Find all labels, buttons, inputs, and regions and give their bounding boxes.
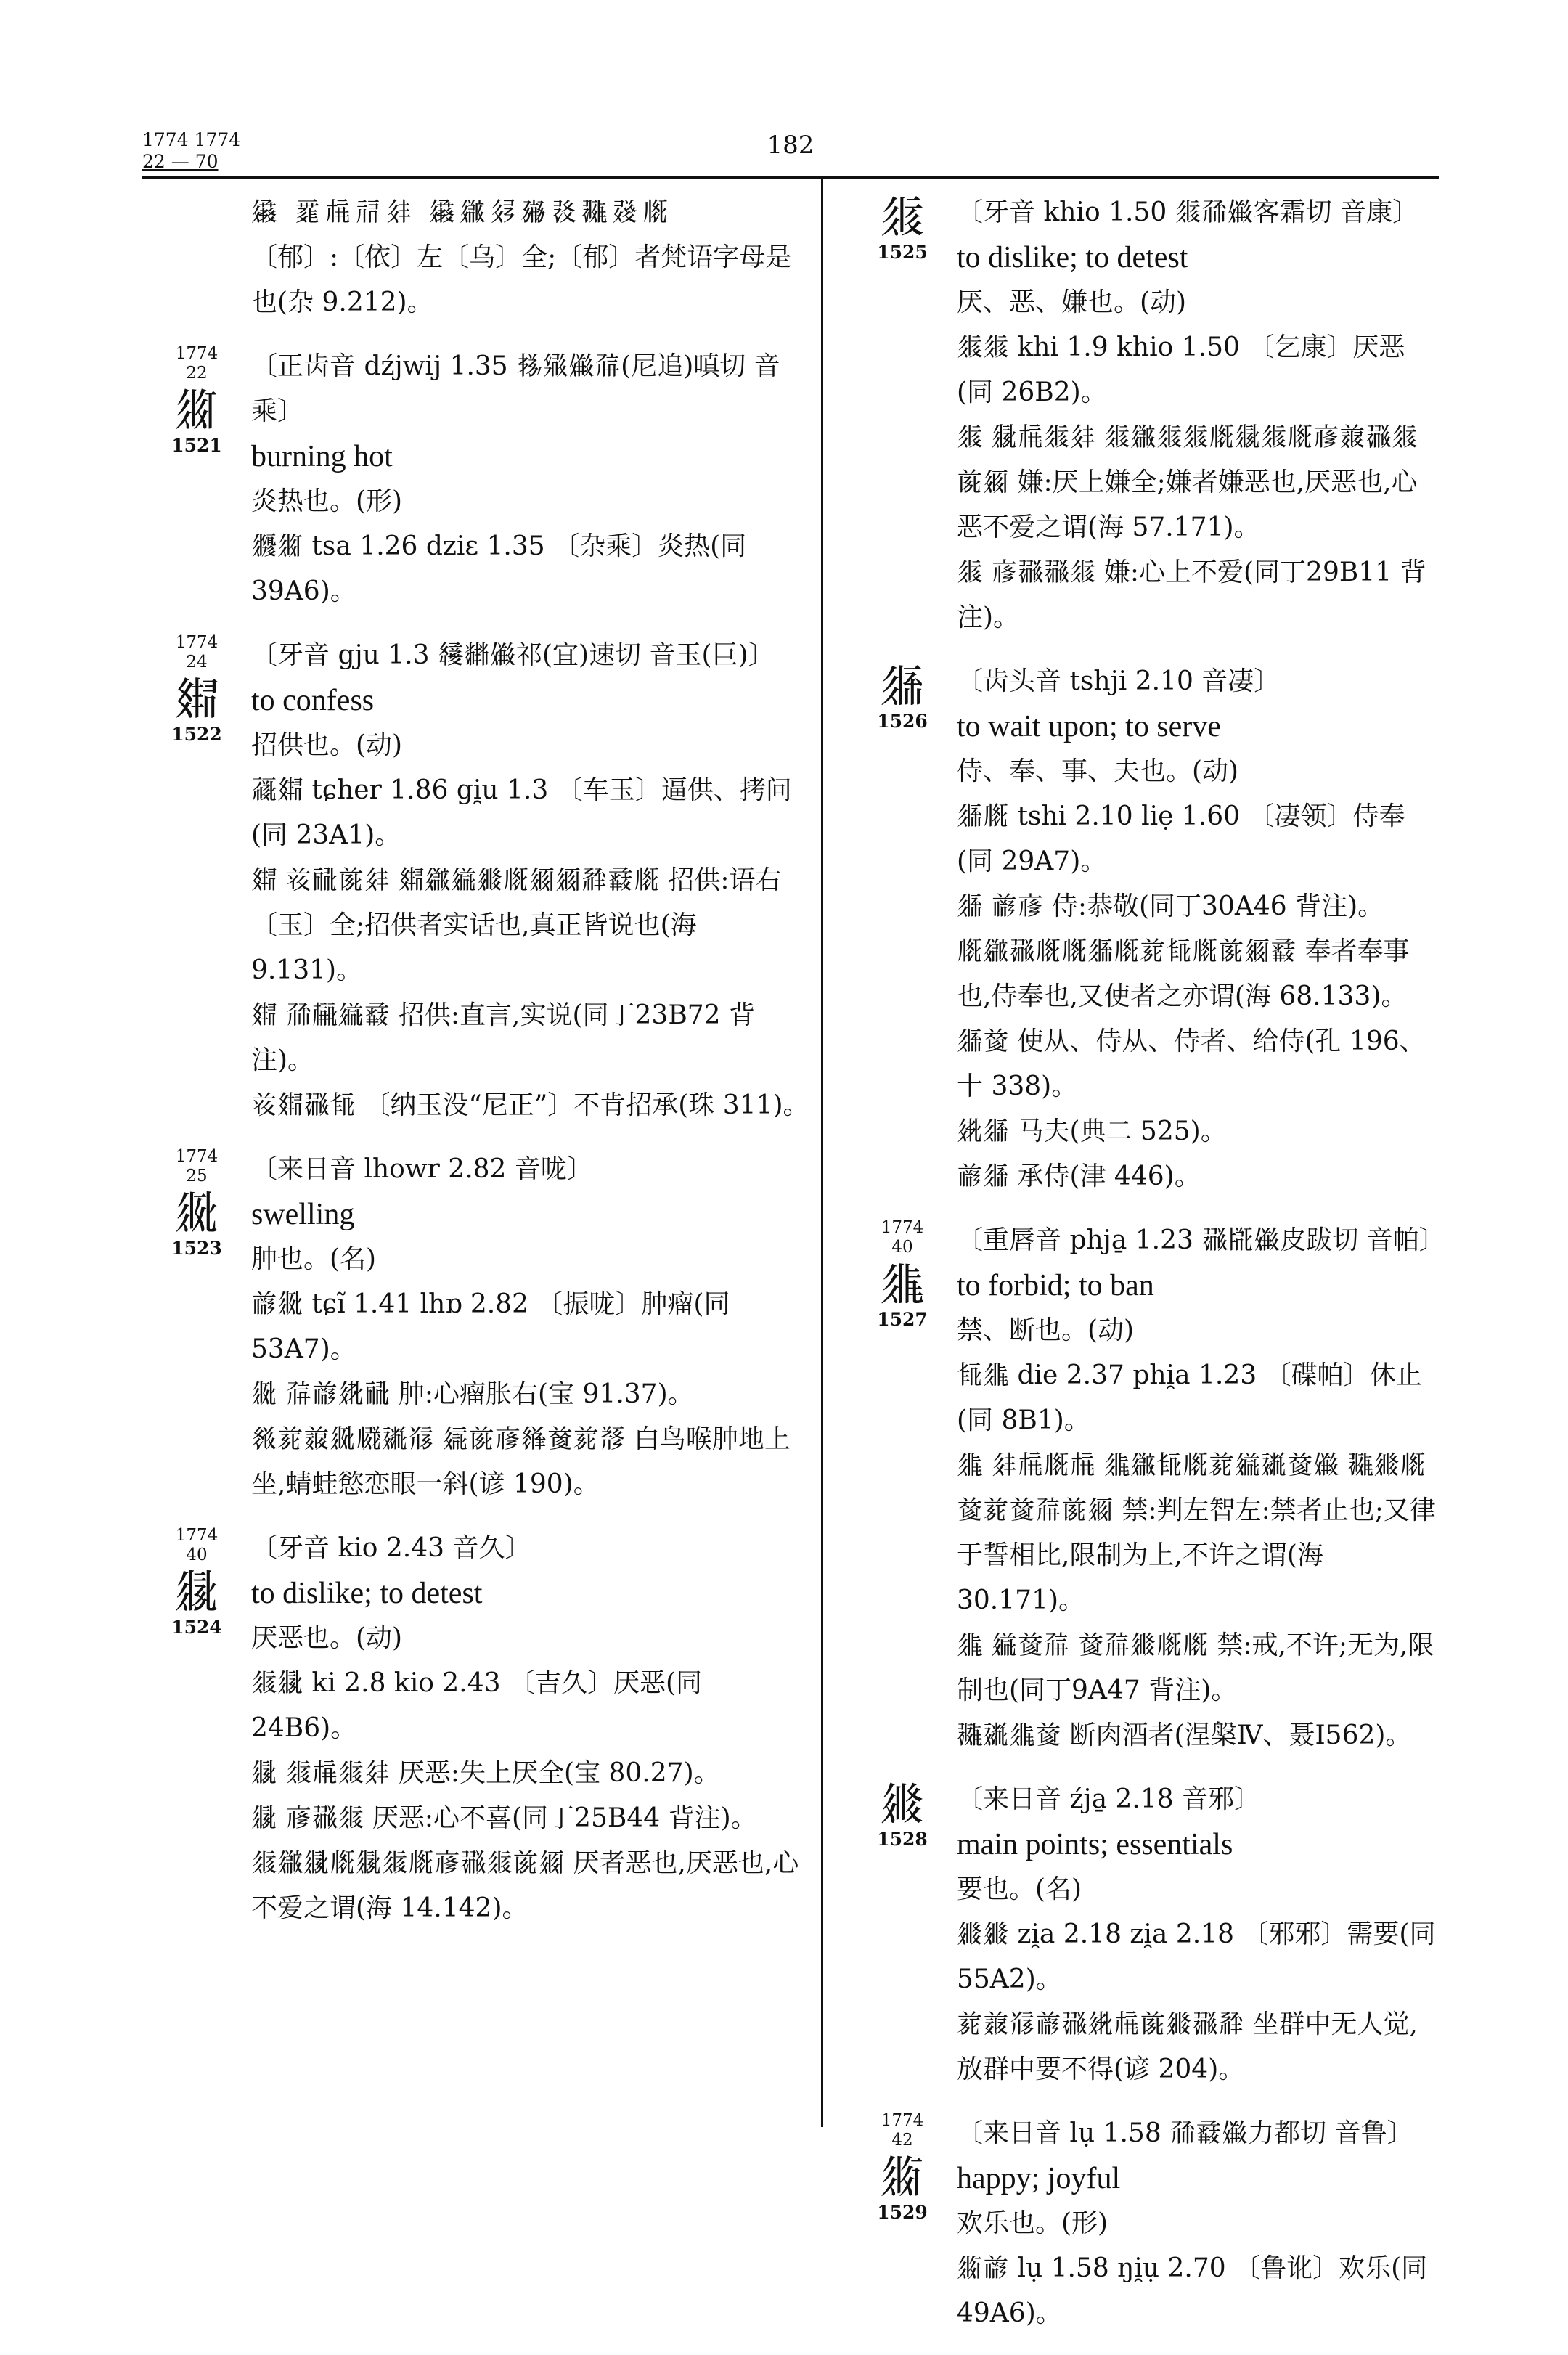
example-line: 𗅋𗫡𗖻𗅋𗅋𗼓𗅋𗐱𗺉𗅋𗐯𗥃𗈛 奉者奉事也,侍奉也,又使者之亦谓(海 68.133)。 [957, 936, 1410, 1011]
headword-glyph: 𗦫 [879, 1777, 925, 1830]
example-line: 𗐱𗓑𗭼𗑗𗖻𗣈𗍫𗐯𗦫𗖻𗴂 坐群中无人觉,放群中要不得(谚 204)。 [957, 2009, 1418, 2084]
column-divider [821, 179, 823, 2127]
entry-ref: 1774 [881, 1218, 924, 1237]
example-line: 𗼖𗑗 lụ 1.58 ŋi̯ụ 2.70 〔鲁讹〕欢乐(同 49A6)。 [957, 2253, 1428, 2328]
page-number: 182 [767, 131, 814, 160]
entry-number: 1528 [877, 1829, 928, 1850]
example-line: 𗑗𗼒 tɕĩ 1.41 lhɒ 2.82 〔振咙〕肿瘤(同 53A7)。 [251, 1289, 730, 1364]
english-gloss: burning hot [251, 440, 393, 473]
header-ref-line2: 22 — 70 [142, 151, 219, 172]
entry-number: 1529 [877, 2202, 928, 2223]
pronunciation: 〔牙音 kio 2.43 音久〕 [251, 1533, 531, 1563]
dictionary-entry [142, 1526, 810, 1931]
headword-glyph: 𗼑 [173, 1565, 219, 1618]
entry-gutter [142, 344, 251, 614]
chinese-gloss: 招供也。(动) [251, 730, 403, 760]
entry-gutter [142, 633, 251, 1128]
entry-body [957, 2111, 1439, 2336]
dictionary-entry [848, 1777, 1439, 2092]
english-gloss: happy; joyful [957, 2162, 1121, 2195]
continuation-block [251, 190, 810, 325]
entry-ref-sub: 42 [891, 2131, 913, 2150]
example-line: 𗼑 𗼐𗍫𗼐𗢳 厌恶:失上厌全(宝 80.27)。 [251, 1758, 720, 1788]
example-line: 𗿏 𘝞𗟻𗐯𗢳 𗿏𗫡𗨉𗦫𗅋𗥃𗥃𗴂𗈛𗅋 招供:语右〔玉〕全;招供者实话也,真正皆说也(海 9.131)。 [251, 865, 782, 985]
pronunciation: 〔来日音 źja̱ 2.18 音邪〕 [957, 1784, 1261, 1814]
example-line: 𗑗𗼓 承侍(津 446)。 [957, 1162, 1201, 1191]
example-line: 𗹙𗿏 tɕher 1.86 gi̯u 1.3 〔车玉〕逼供、拷问(同 23A1)。 [251, 775, 792, 850]
english-gloss: swelling [251, 1198, 355, 1231]
english-gloss: to wait upon; to serve [957, 710, 1221, 743]
continuation-line: 也(杂 9.212)。 [251, 287, 433, 317]
headword-glyph: 𗿏 [173, 672, 219, 725]
chinese-gloss: 侍、奉、事、夫也。(动) [957, 756, 1239, 786]
example-line: 𗖵𗡶𗼔𗒹 断肉酒者(涅槃Ⅳ、聂Ⅰ562)。 [957, 1721, 1412, 1750]
entry-number: 1522 [171, 724, 222, 745]
left-entries [142, 344, 810, 1931]
example-line: 𗼓𗒹 使从、侍从、侍者、给侍(孔 196、十 338)。 [957, 1027, 1426, 1101]
continuation-line: 〔郁〕:〔依〕左〔乌〕全;〔郁〕者梵语字母是 [251, 242, 792, 272]
chinese-gloss: 要也。(名) [957, 1874, 1082, 1904]
headword-glyph: 𗼐 [879, 190, 925, 243]
entry-gutter [848, 1777, 957, 2092]
entry-body [251, 1147, 810, 1507]
entry-gutter [142, 1526, 251, 1931]
entry-body [957, 1218, 1445, 1758]
entry-ref: 1774 [175, 1147, 219, 1166]
pronunciation: 〔来日音 lhowr 2.82 音咙〕 [251, 1154, 593, 1184]
entry-body [251, 1526, 810, 1931]
example-line: 𗺉𗼔 die 2.37 phi̯a 1.23 〔碟帕〕休止(同 8B1)。 [957, 1360, 1422, 1435]
pronunciation: 〔正齿音 dźjwij 1.35 𗈪𗋒𗏹𗗚(尼追)嗔切 音乘〕 [251, 351, 780, 426]
headword-glyph: 𗼓 [879, 659, 925, 712]
dictionary-entry [848, 659, 1439, 1199]
entry-number: 1525 [877, 242, 928, 263]
example-line: 𗼐 𗇋𗖻𗖻𗼐 嫌:心上不爱(同丁29B11 背注)。 [957, 558, 1426, 632]
entry-gutter [848, 2111, 957, 2336]
entry-gutter [848, 1218, 957, 1758]
example-line: 𗼐 𗼑𗍫𗼐𗢳 𗼐𗫡𗼐𗼐𗅋𗼑𗼐𗅋𗇋𗓑𗖻𗼐𗐯𗥃 嫌:厌上嫌全;嫌者嫌恶也,厌恶也,心恶不爱之谓(海 57.171)。 [957, 423, 1418, 542]
english-gloss: to forbid; to ban [957, 1269, 1154, 1302]
entry-gutter [848, 190, 957, 640]
pronunciation: 〔来日音 lụ 1.58 𗗙𗈛𗏹力都切 音鲁〕 [957, 2118, 1413, 2148]
continuation-line: 𗪲 𗵀𗍫𗘺𗢳 𗪲𗫡𗢮𗉫𗖅𗖵𘅫𗅋 [251, 197, 673, 227]
pronunciation: 〔牙音 khio 1.50 𗼐𗗙𗏹客霜切 音康〕 [957, 197, 1419, 227]
chinese-gloss: 禁、断也。(动) [957, 1315, 1135, 1345]
example-line: 𗼓 𗑗𗇋 侍:恭敬(同丁30A46 背注)。 [957, 891, 1384, 921]
header-rule [142, 176, 1439, 179]
chinese-gloss: 肿也。(名) [251, 1244, 377, 1274]
left-column [142, 190, 810, 1950]
dictionary-entry [142, 1147, 810, 1507]
english-gloss: main points; essentials [957, 1828, 1233, 1861]
example-line: 𗼔 𗨉𗒹𗗚 𗒹𗗚𗦫𗅋𗅋 禁:戒,不许;无为,限制也(同丁9A47 背注)。 [957, 1630, 1434, 1705]
pronunciation: 〔牙音 gju 1.3 𘀂𘂤𗏹祁(宜)速切 音玉(巨)〕 [251, 640, 775, 670]
right-column [848, 190, 1445, 2355]
entry-ref: 1774 [175, 344, 219, 363]
entry-ref: 1774 [881, 2111, 924, 2130]
page-header [142, 129, 1439, 177]
dictionary-entry [848, 190, 1439, 640]
dictionary-entry [848, 2111, 1439, 2336]
entry-ref-sub: 40 [891, 1238, 913, 1257]
dictionary-entry [142, 633, 810, 1128]
example-line: 𗼭𗼕 tsa 1.26 dziɛ 1.35 〔杂乘〕炎热(同 39A6)。 [251, 531, 747, 606]
pronunciation: 〔齿头音 tshji 2.10 音凄〕 [957, 666, 1281, 696]
english-gloss: to dislike; to detest [957, 241, 1188, 274]
entry-number: 1524 [171, 1617, 222, 1638]
entry-number: 1526 [877, 711, 928, 732]
entry-ref: 1774 [175, 633, 219, 652]
entry-body [251, 633, 810, 1128]
entry-number: 1527 [877, 1309, 928, 1330]
headword-glyph: 𗼖 [879, 2150, 925, 2203]
example-line: 𗼓𗅋 tshi 2.10 liẹ 1.60 〔凄领〕侍奉(同 29A7)。 [957, 801, 1405, 876]
entry-body [957, 659, 1439, 1199]
entry-ref-sub: 25 [186, 1167, 208, 1185]
entry-number: 1523 [171, 1238, 222, 1259]
example-line: 𗿏 𗗙𗍳𗨉𗈛 招供:直言,实说(同丁23B72 背注)。 [251, 1000, 756, 1075]
entry-number: 1521 [171, 435, 222, 456]
entry-ref-sub: 40 [186, 1546, 208, 1564]
example-line: 𗼒 𗗚𗑗𗣈𗟻 肿:心瘤胀右(宝 91.37)。 [251, 1379, 694, 1409]
english-gloss: to dislike; to detest [251, 1577, 483, 1610]
headword-glyph: 𗼒 [173, 1186, 219, 1239]
chinese-gloss: 炎热也。(形) [251, 486, 403, 516]
entry-body [957, 190, 1439, 640]
example-line: 𗼐𗫡𗼑𗅋𗼑𗼐𗅋𗇋𗖻𗼐𗐯𗥃 厌者恶也,厌恶也,心不爱之谓(海 14.142)。 [251, 1848, 799, 1923]
headword-glyph: 𗼔 [879, 1257, 925, 1310]
entry-ref: 1774 [175, 1526, 219, 1545]
entry-body [251, 344, 810, 614]
example-line: 𗼑 𗇋𗖻𗼐 厌恶:心不喜(同丁25B44 背注)。 [251, 1803, 757, 1833]
example-line: 𗬩𗐱𗓑𗼒𗆧𗡶𗭼 𗦇𗐯𗇋𗬰𗒹𗐱𘃡 白鸟喉肿地上坐,蜻蛙慾恋眼一斜(谚 190)。 [251, 1424, 791, 1499]
dictionary-entry [848, 1218, 1445, 1758]
example-line: 𗦫𗦫 zi̯a 2.18 zi̯a 2.18 〔邪邪〕需要(同 55A2)。 [957, 1919, 1436, 1994]
right-entries [848, 190, 1445, 2336]
header-ref-line1: 1774 1774 [142, 129, 241, 150]
pronunciation: 〔重唇音 phja̱ 1.23 𗖻𗎭𗏹皮跋切 音帕〕 [957, 1225, 1445, 1255]
example-line: 𘝞𗿏𗖻𗺉 〔纳玉没“尼正”〕不肯招承(珠 311)。 [251, 1090, 809, 1120]
entry-ref-sub: 22 [186, 364, 208, 383]
entry-body [957, 1777, 1439, 2092]
entry-gutter [848, 659, 957, 1199]
headword-glyph: 𗼕 [173, 383, 219, 436]
entry-gutter [142, 1147, 251, 1507]
example-line: 𗼔 𗢳𗍫𗅋𗍫 𗼔𗫡𗺉𗅋𗐱𗨉𗡶𗒹𗏹 𗖵𗦫𗅋𗒹𗐱𗒹𗗚𗐯𗥃 禁:判左智左:禁者止也;又律于誓相比,限制为上,不许之谓(海 30.171)。 [957, 1450, 1436, 1615]
chinese-gloss: 厌、恶、嫌也。(动) [957, 287, 1187, 317]
chinese-gloss: 欢乐也。(形) [957, 2208, 1108, 2238]
example-line: 𗼐𗼐 khi 1.9 khio 1.50 〔乞康〕厌恶(同 26B2)。 [957, 332, 1405, 407]
english-gloss: to confess [251, 684, 375, 717]
entry-ref-sub: 24 [186, 653, 208, 672]
example-line: 𗣈𗼓 马夫(典二 525)。 [957, 1117, 1227, 1146]
chinese-gloss: 厌恶也。(动) [251, 1623, 403, 1653]
example-line: 𗼐𗼑 ki 2.8 kio 2.43 〔吉久〕厌恶(同 24B6)。 [251, 1668, 703, 1743]
dictionary-entry [142, 344, 810, 614]
